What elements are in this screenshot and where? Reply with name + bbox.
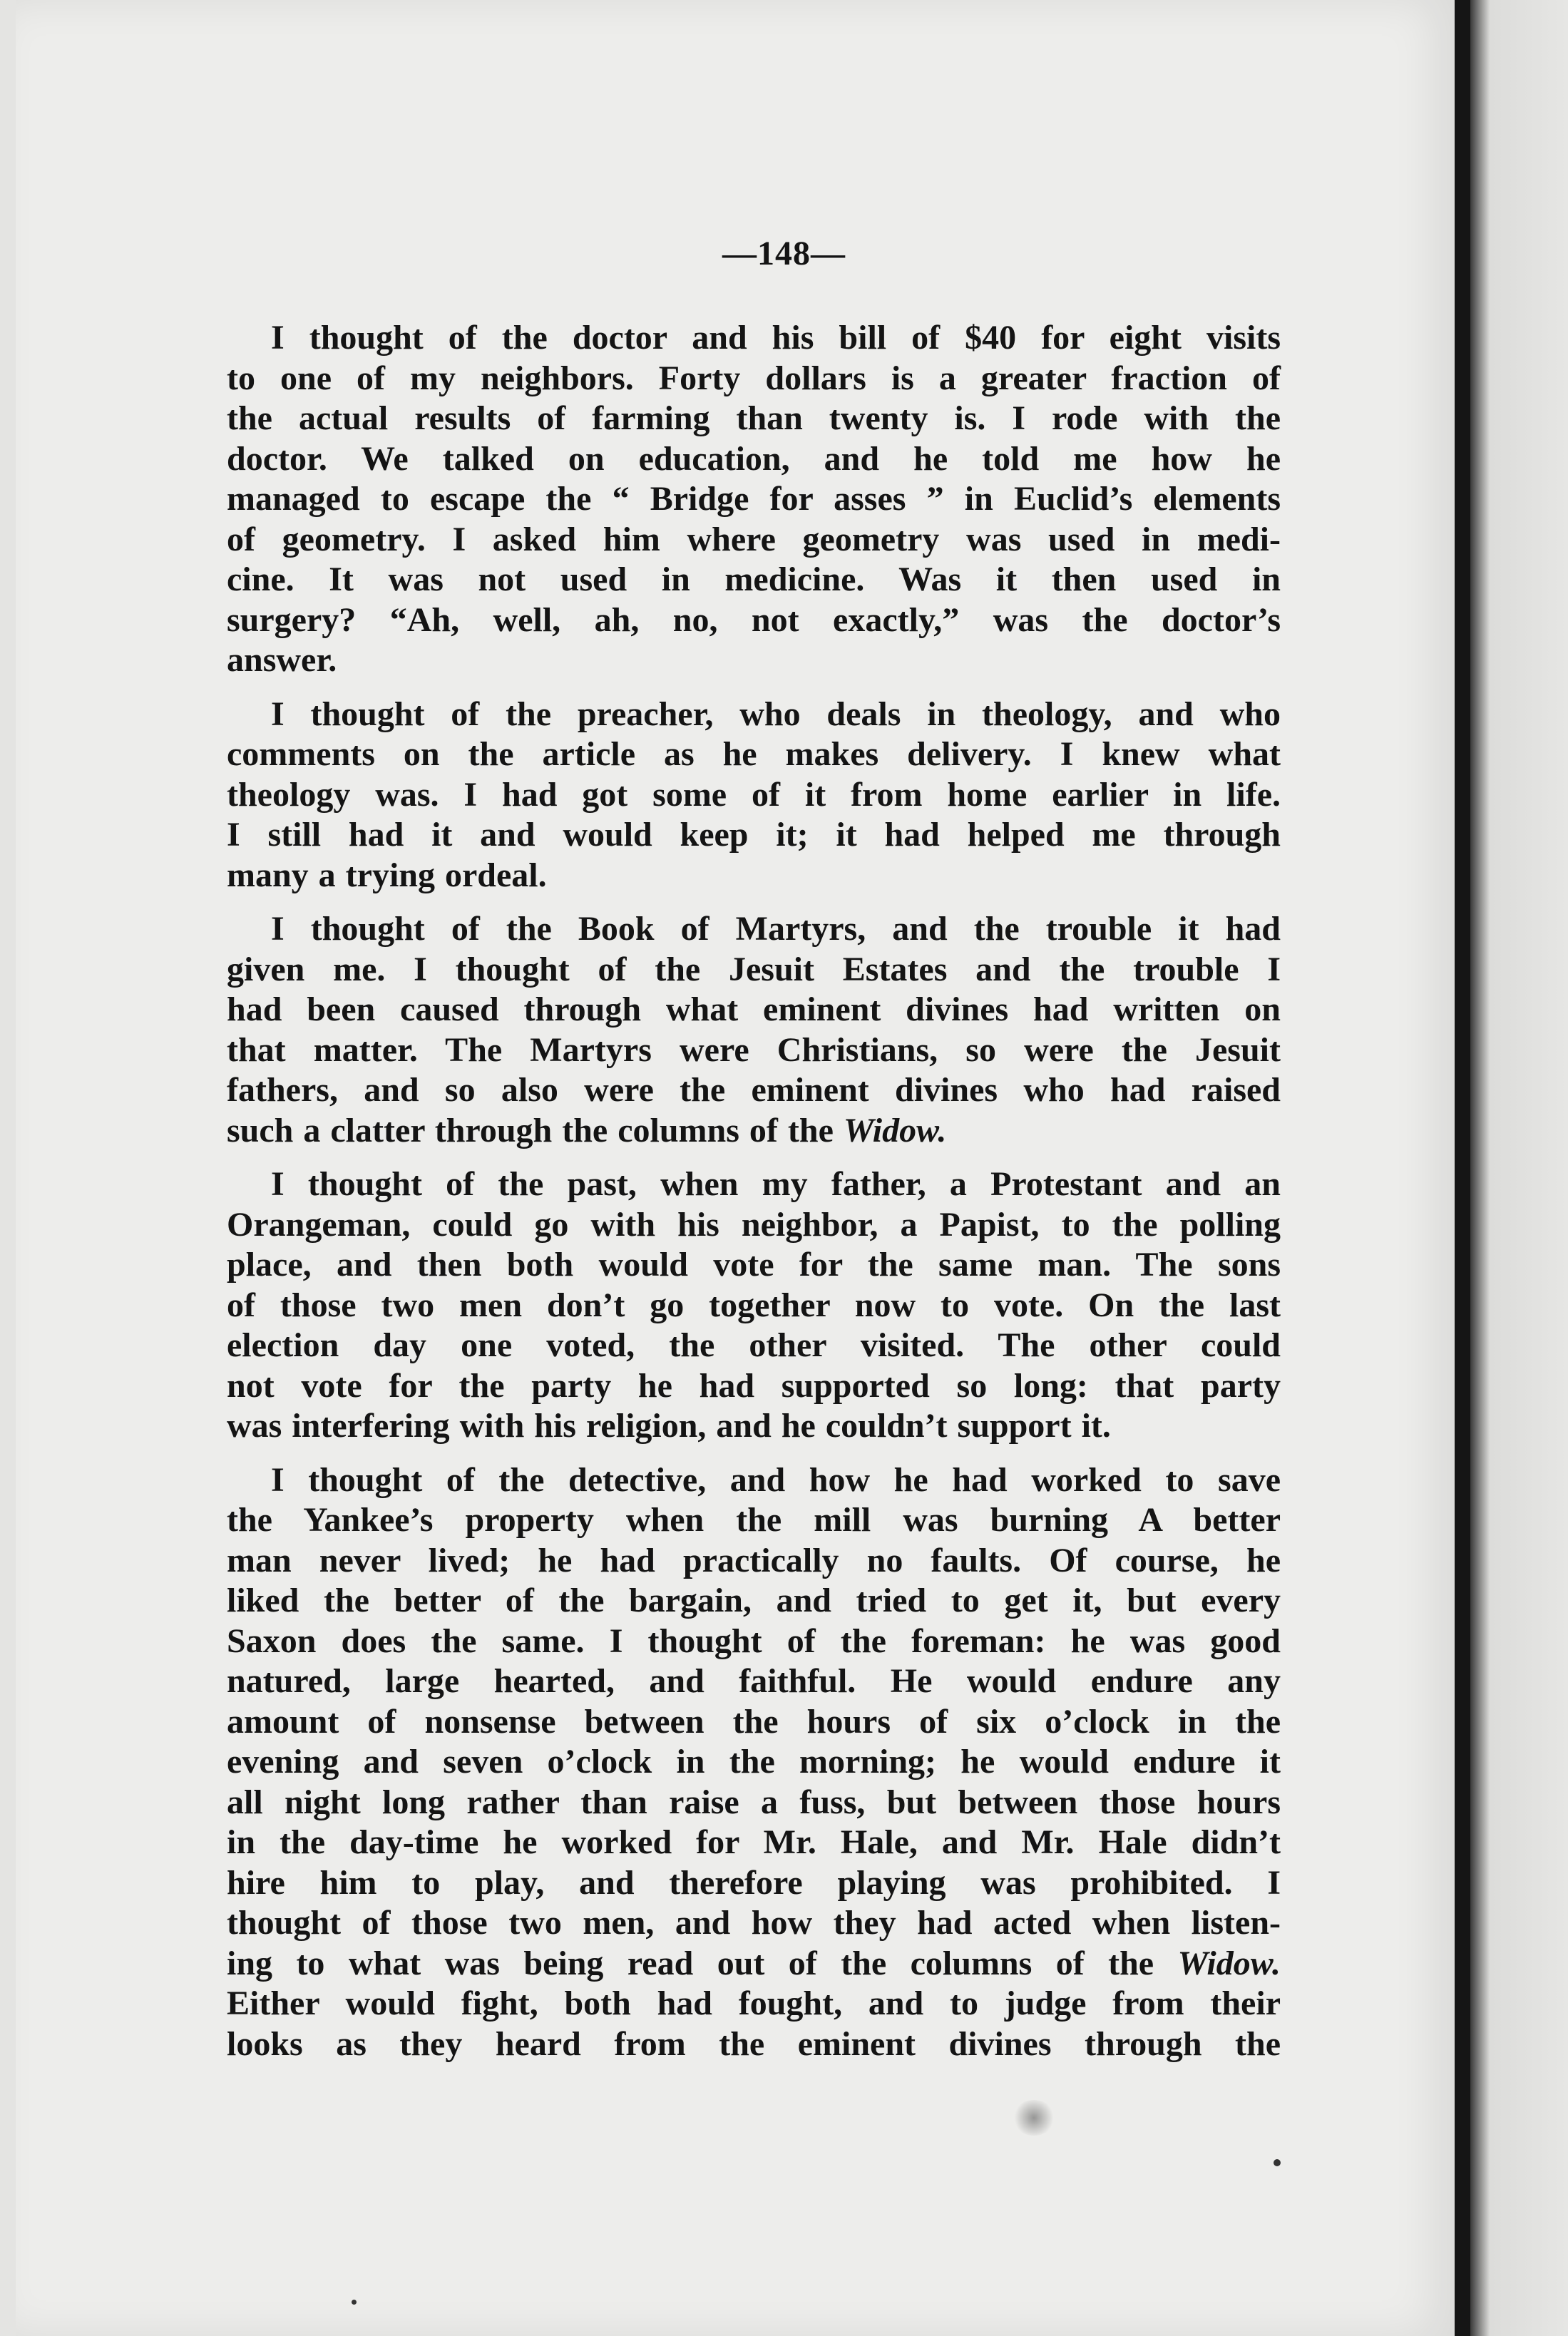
text-line: all night long rather than raise a fuss, but between those hours — [227, 1783, 1281, 1821]
italic-title: Widow. — [1177, 1944, 1281, 1982]
text-line: to one of my neighbors. Forty dollars is a greater fraction of — [227, 359, 1281, 397]
text-line: evening and seven o’clock in the morning; he would endure it — [227, 1743, 1281, 1781]
text-line: ing to what was being read out of the columns of the Widow. — [227, 1944, 1281, 1982]
text-line: man never lived; he had practically no faults. Of course, he — [227, 1541, 1281, 1579]
text-line: Saxon does the same. I thought of the foreman: he was good — [227, 1622, 1281, 1660]
text-line: I still had it and would keep it; it had helped me through — [227, 816, 1281, 854]
text-line: comments on the article as he makes delivery. I knew what — [227, 735, 1281, 773]
book-spine — [1455, 0, 1470, 2336]
text-line: of geometry. I asked him where geometry was used in medi- — [227, 520, 1281, 558]
text-line: I thought of the Book of Martyrs, and the trouble it had — [271, 910, 1281, 948]
paragraph — [227, 1460, 1281, 2065]
text-line: answer. — [227, 641, 337, 679]
italic-title: Widow. — [843, 1111, 947, 1149]
text-line: liked the better of the bargain, and tried to get it, but every — [227, 1582, 1281, 1619]
facing-page-edge — [1470, 0, 1568, 2336]
body-text — [227, 318, 1281, 2078]
text-line: doctor. We talked on education, and he told me how he — [227, 439, 1281, 478]
text-line: fathers, and so also were the eminent divines who had raised — [227, 1071, 1281, 1109]
text-line: of those two men don’t go together now to vote. On the last — [227, 1286, 1281, 1324]
paragraph — [227, 1164, 1281, 1447]
text-line: such a clatter through the columns of the Widow. — [227, 1111, 947, 1149]
text-line: natured, large hearted, and faithful. He would endure any — [227, 1662, 1281, 1700]
text-line: cine. It was not used in medicine. Was it then used in — [227, 560, 1281, 598]
text-line: I thought of the past, when my father, a Protestant and an — [271, 1165, 1281, 1203]
text-line: the Yankee’s property when the mill was burning A better — [227, 1501, 1281, 1539]
text-line: in the day-time he worked for Mr. Hale, and Mr. Hale didn’t — [227, 1823, 1281, 1861]
text-line: the actual results of farming than twenty is. I rode with the — [227, 399, 1281, 437]
text-line: I thought of the detective, and how he had worked to save — [271, 1460, 1281, 1499]
text-line: many a trying ordeal. — [227, 856, 547, 894]
ink-speck — [352, 2300, 357, 2305]
text-line: I thought of the doctor and his bill of $40 for eight visits — [271, 319, 1281, 357]
ink-smudge — [1013, 2100, 1055, 2136]
text-line: Orangeman, could go with his neighbor, a Papist, to the polling — [227, 1205, 1281, 1244]
text-line: that matter. The Martyrs were Christians, so were the Jesuit — [227, 1030, 1281, 1069]
paragraph — [227, 318, 1281, 681]
page-number: —148— — [722, 235, 846, 272]
text-line: managed to escape the “ Bridge for asses ” in Euclid’s elements — [227, 480, 1281, 518]
text-line: was interfering with his religion, and he couldn’t support it. — [227, 1407, 1111, 1445]
text-line: amount of nonsense between the hours of six o’clock in the — [227, 1702, 1281, 1741]
text-line: Either would fight, both had fought, and to judge from their — [227, 1984, 1281, 2022]
text-line: thought of those two men, and how they had acted when listen- — [227, 1904, 1281, 1942]
text-line: looks as they heard from the eminent divines through the — [227, 2024, 1281, 2063]
text-line: hire him to play, and therefore playing was prohibited. I — [227, 1863, 1281, 1902]
text-line: not vote for the party he had supported so long: that party — [227, 1366, 1281, 1405]
paragraph — [227, 909, 1281, 1151]
text-line: theology was. I had got some of it from home earlier in life. — [227, 775, 1281, 814]
text-line: place, and then both would vote for the same man. The sons — [227, 1246, 1281, 1284]
text-line: election day one voted, the other visited. The other could — [227, 1326, 1281, 1364]
text-line: surgery? “Ah, well, ah, no, not exactly,” was the doctor’s — [227, 600, 1281, 639]
ink-speck — [1274, 2159, 1281, 2166]
text-line: had been caused through what eminent divines had written on — [227, 990, 1281, 1028]
text-line: given me. I thought of the Jesuit Estates and the trouble I — [227, 950, 1281, 988]
text-line: I thought of the preacher, who deals in theology, and who — [271, 695, 1281, 733]
paragraph — [227, 695, 1281, 896]
